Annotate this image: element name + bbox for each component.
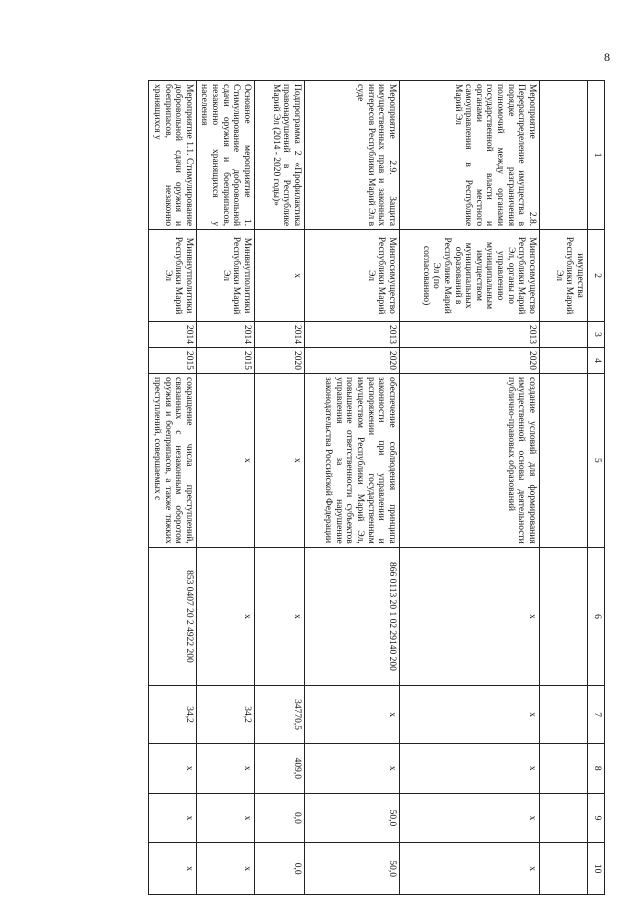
start-year: 2014 (255, 322, 305, 348)
value-col9: 0,0 (255, 793, 305, 843)
start-year: 2013 (400, 322, 540, 348)
executor: х (255, 230, 305, 322)
measure-name: Основное мероприятие 1. Стимулирование добровольной сдачи оружия и боеприпасов, незаконно хранящихся у населения (196, 81, 254, 230)
expected-result: х (255, 374, 305, 548)
table-row (196, 81, 254, 895)
table-row (149, 81, 197, 895)
table-row (305, 81, 400, 895)
value-col8: х (305, 743, 400, 793)
value-col10: 50,0 (305, 843, 400, 895)
start-year: 2014 (149, 322, 197, 348)
continuation-executor: имущества Республики Марий Эл (540, 230, 588, 322)
value-col10: х (196, 843, 254, 895)
end-year: 2015 (196, 348, 254, 374)
end-year: 2015 (149, 348, 197, 374)
value-col9: х (149, 793, 197, 843)
expected-result: сокращение числа преступлений, связанных с незаконным оборотом оружия и боеприпасов, а также тяжких преступлений, совершаемых с (149, 374, 197, 548)
value-col8: х (400, 743, 540, 793)
value-col8: 409,0 (255, 743, 305, 793)
value-col10: 0,0 (255, 843, 305, 895)
page-number: 8 (604, 50, 610, 64)
expected-result: обеспечение соблюдения принципа законности при управлении и распоряжении государственным имуществом Республики Марий Эл, повышение ответственности субъектов управления за нарушение законодательства Российской Федерации (305, 374, 400, 548)
end-year: 2020 (400, 348, 540, 374)
budget-code: 853 0407 20 2 4922 200 (149, 547, 197, 686)
executor: Минвнутполитики Республики Марий Эл (196, 230, 254, 322)
table-row-subprogram (255, 81, 305, 895)
column-number-row (588, 81, 605, 895)
value-col7: 34,2 (149, 686, 197, 744)
col-header: 5 (588, 374, 605, 548)
col-header: 3 (588, 322, 605, 348)
start-year: 2013 (305, 322, 400, 348)
value-col9: 50,0 (305, 793, 400, 843)
value-col9: х (400, 793, 540, 843)
executor: Мингосимущество Республики Марий Эл, органы по управлению муниципальным имуществом муниципальных образований в Республике Марий Эл (по согласованию) (400, 230, 540, 322)
end-year: 2020 (305, 348, 400, 374)
table-row (400, 81, 540, 895)
value-col7: х (400, 686, 540, 744)
expected-result: создание условий для формирования имущественной основы деятельности публично-правовых образований (400, 374, 540, 548)
rotated-table-container (100, 80, 605, 895)
col-header: 7 (588, 686, 605, 744)
col-header: 1 (588, 81, 605, 230)
value-col7: 34,2 (196, 686, 254, 744)
measure-name: Мероприятие 1.1. Стимулирование добровольной сдачи оружия и боеприпасов, незаконно хранящихся у (149, 81, 197, 230)
value-col8: х (196, 743, 254, 793)
value-col10: х (400, 843, 540, 895)
end-year: 2020 (255, 348, 305, 374)
table-sheet (100, 80, 605, 895)
col-header: 4 (588, 348, 605, 374)
budget-code: х (400, 547, 540, 686)
budget-code: х (255, 547, 305, 686)
budget-code: х (196, 547, 254, 686)
col-header: 6 (588, 547, 605, 686)
col-header: 9 (588, 793, 605, 843)
continuation-row (540, 81, 588, 895)
value-col10: х (149, 843, 197, 895)
col-header: 8 (588, 743, 605, 793)
program-measures-table (148, 80, 605, 895)
start-year: 2014 (196, 322, 254, 348)
budget-code: 866 0113 20 1 02 29140 200 (305, 547, 400, 686)
value-col9: х (196, 793, 254, 843)
expected-result: х (196, 374, 254, 548)
value-col8: х (149, 743, 197, 793)
measure-name: Мероприятие 2.8. Перераспределение имущества в порядке разграничения полномочий между органами государственной власти и органами местного самоуправления в Республике Марий Эл (400, 81, 540, 230)
col-header: 10 (588, 843, 605, 895)
value-col7: 34770,5 (255, 686, 305, 744)
subprogram-name: Подпрограмма 2 «Профилактика правонарушений в Республике Марий Эл (2014 - 2020 годы)» (255, 81, 305, 230)
measure-name: Мероприятие 2.9. Защита имущественных прав и законных интересов Республики Марий Эл в суде (305, 81, 400, 230)
executor: Минвнутполитики Республики Марий Эл (149, 230, 197, 322)
value-col7: х (305, 686, 400, 744)
col-header: 2 (588, 230, 605, 322)
executor: Мингосимущество Республики Марий Эл (305, 230, 400, 322)
